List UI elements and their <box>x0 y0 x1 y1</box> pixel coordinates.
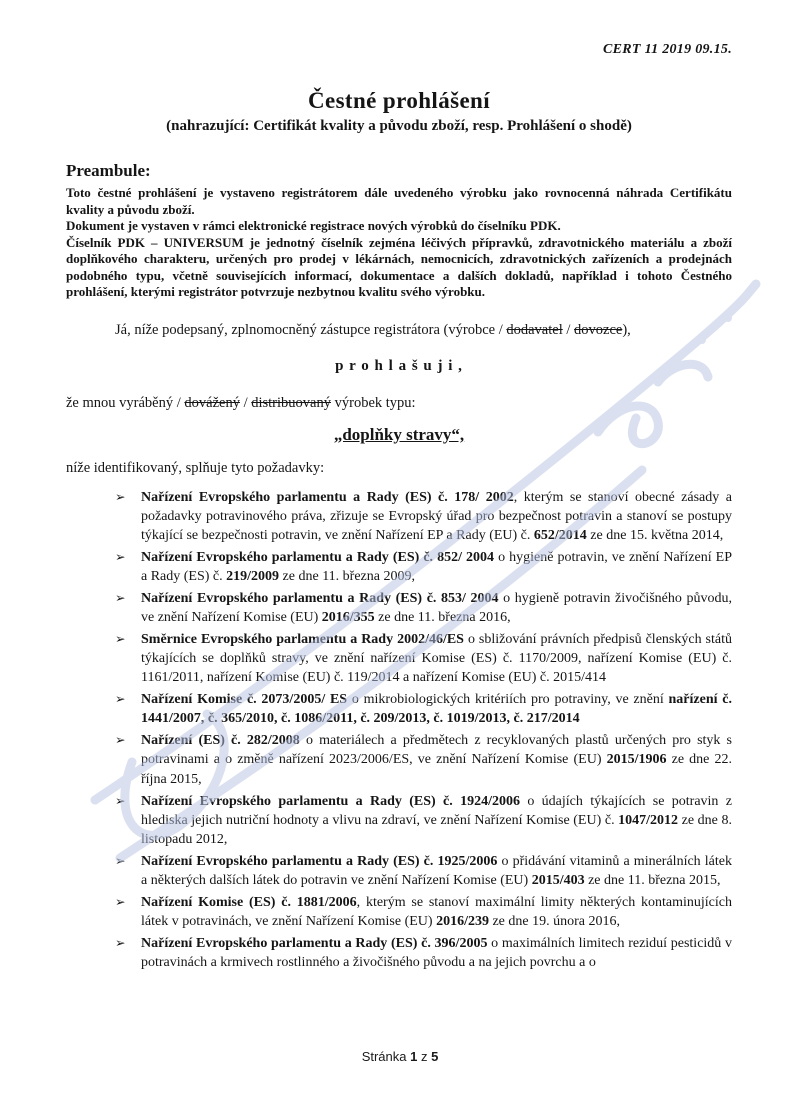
preamble-heading: Preambule: <box>66 161 151 180</box>
text-segment: že mnou vyráběný / <box>66 395 185 412</box>
text-segment: o mikrobiologických kritériích pro potraviny, ve znění <box>347 692 669 708</box>
product-type: „doplňky stravy“, <box>333 425 465 445</box>
bold-text: Nařízení Evropského parlamentu a Rady (ES) č. 1925/2006 <box>141 853 498 869</box>
requirement-text <box>141 936 732 970</box>
struck-text: dovážený <box>184 395 240 412</box>
text-segment: ze dne 11. března 2009, <box>279 569 415 585</box>
text-segment: o sbližování právních předpisů členských států týkajících se doplňků stravy, ve znění nařízení Komise (ES) č. 1170/2009, nařízení Komise (EU) č. 1161/2011, nařízení Komise (EU) č. 119/2014 a nařízení Komise (EU) č. 2015/414 <box>141 632 732 686</box>
text-segment: / <box>239 395 252 412</box>
bold-text: Nařízení Evropského parlamentu a Rady (ES) č. 178/ 2002 <box>141 490 514 506</box>
bold-text: 2016/239 <box>436 913 489 929</box>
bullet-arrow-icon: ➢ <box>115 632 126 647</box>
document-title: Čestné prohlášení <box>307 88 491 113</box>
requirement-item <box>115 630 732 687</box>
text-segment: výrobek typu: <box>330 395 416 412</box>
document-subtitle: (nahrazující: Certifikát kvality a původu zboží, resp. Prohlášení o shodě) <box>166 118 632 134</box>
requirements-list <box>115 488 732 972</box>
text-segment: ze dne 22. října 2015, <box>141 752 732 787</box>
text-segment: z <box>417 1049 432 1064</box>
struck-text: dovozce <box>574 321 623 338</box>
text-segment: o hygieně potravin živočišného původu, ve znění Nařízení Komise (EU) <box>141 591 732 626</box>
requirement-text <box>141 591 732 625</box>
requirement-item <box>115 488 732 545</box>
text-segment: ze dne 19. února 2016, <box>488 913 620 929</box>
requirement-text <box>141 854 732 888</box>
bold-text: 1047/2012 <box>618 812 679 828</box>
requirement-text <box>141 733 732 786</box>
bullet-arrow-icon: ➢ <box>115 550 126 565</box>
bullet-arrow-icon: ➢ <box>115 853 126 868</box>
struck-text: dodavatel <box>506 321 563 338</box>
text-segment: Já, níže podepsaný, zplnomocněný zástupce registrátora (výrobce / <box>115 321 507 338</box>
bold-text: Nařízení Evropského parlamentu a Rady (ES) č. 1924/2006 <box>141 793 520 809</box>
requirement-text <box>141 895 732 929</box>
requirement-item <box>115 589 732 627</box>
bullet-arrow-icon: ➢ <box>115 793 126 808</box>
preamble-section <box>66 161 732 301</box>
requirement-item <box>115 893 732 931</box>
page-number <box>362 1049 439 1064</box>
bold-text: Nařízení Evropského parlamentu a Rady (ES) č. 852/ 2004 <box>141 550 495 566</box>
bold-text: 2015/403 <box>531 872 585 888</box>
bold-text: 5 <box>431 1049 439 1064</box>
text-segment: o hygieně potravin, ve znění Nařízení EP a Rady (ES) č. <box>141 550 732 585</box>
requirement-item <box>115 934 732 972</box>
requirement-text <box>141 550 732 584</box>
bold-text: 1 <box>410 1049 418 1064</box>
requirement-text <box>141 490 732 543</box>
requirement-item <box>115 792 732 849</box>
bold-text: 2015/1906 <box>606 752 667 768</box>
requirement-text <box>141 632 732 685</box>
text-segment: ze dne 15. května 2014, <box>586 528 724 544</box>
text-segment: , kterým se stanoví maximální limity některých kontaminujících látek v potravinách, ve znění Nařízení Komise (EU) <box>141 894 732 929</box>
text-segment: ze dne 11. března 2015, <box>584 872 721 888</box>
bold-text: Nařízení Komise č. 2073/2005/ ES <box>141 692 348 708</box>
requirement-item <box>115 852 732 890</box>
requirement-text <box>141 794 732 847</box>
text-segment: ze dne 8. listopadu 2012, <box>141 812 732 847</box>
text-segment: o přidávání vitaminů a minerálních látek a některých dalších látek do potravin ve znění Nařízení Komise (EU) <box>141 853 732 888</box>
declaration-intro <box>66 321 732 341</box>
text-segment: o materiálech a předmětech z recyklovaných plastů určených pro styk s potravinami a o změně nařízení 2023/2006/ES, ve znění Nařízení Komise (EU) <box>141 733 732 768</box>
bold-text: 219/2009 <box>226 569 280 585</box>
product-type-line <box>66 395 732 412</box>
bold-text: nařízení č. 1441/2007, č. 365/2010, č. 1086/2011, č. 209/2013, č. 1019/2013, č. 217/2014 <box>141 692 732 727</box>
bold-text: 652/2014 <box>533 528 587 544</box>
text-segment: ze dne 11. března 2016, <box>374 610 511 626</box>
requirement-item <box>115 731 732 788</box>
page-footer <box>0 1049 800 1064</box>
bullet-arrow-icon: ➢ <box>115 591 126 606</box>
bullet-arrow-icon: ➢ <box>115 935 126 950</box>
bullet-arrow-icon: ➢ <box>115 733 126 748</box>
requirements-lead: níže identifikovaný, splňuje tyto požadavky: <box>66 460 325 477</box>
doc-code: CERT 11 2019 09.15. <box>603 42 732 57</box>
text-segment: Stránka <box>361 1049 411 1064</box>
struck-text: distribuovaný <box>251 395 331 412</box>
preamble-paragraph: Toto čestné prohlášení je vystaveno registrátorem dále uvedeného výrobku jako rovnocenná náhrada Certifikátu kvality a původu zboží. <box>66 185 732 217</box>
text-segment: o maximálních limitech reziduí pesticidů v potravinách a krmivech rostlinného a živočišného původu a na jejich povrchu a o <box>141 935 732 970</box>
text-segment: o údajích týkajících se potravin z hlediska jejich nutriční hodnoty a vlivu na zdraví, ve znění Nařízení Komise (EU) č. <box>141 793 732 828</box>
requirement-text <box>141 692 732 726</box>
requirement-item <box>115 690 732 728</box>
bullet-arrow-icon: ➢ <box>115 692 126 707</box>
preamble-paragraph: Číselník PDK – UNIVERSUM je jednotný číselník zejména léčivých přípravků, zdravotnického materiálu a zboží doplňkového charakteru, určených pro prodej v lékárnách, nemocnicích, zdravotnických zařízeních a prodejnách podobného typu, včetně souvisejících informací, dokumentace a dalších dokladů, například i tohoto Čestného prohlášení, kterými registrátor potvrzuje nezbytnou kvalitu svého výrobku. <box>66 234 732 299</box>
bullet-arrow-icon: ➢ <box>115 490 126 505</box>
text-segment: ), <box>622 321 631 338</box>
bold-text: Nařízení (ES) č. 282/2008 <box>141 733 300 749</box>
preamble-paragraph: Dokument je vystaven v rámci elektronické registrace nových výrobků do číselníku PDK. <box>66 218 561 233</box>
bold-text: Nařízení Evropského parlamentu a Rady (ES) č. 853/ 2004 <box>141 591 499 607</box>
preamble-body <box>66 185 732 301</box>
bold-text: Směrnice Evropského parlamentu a Rady 2002/46/ES <box>141 632 464 648</box>
bold-text: 2016/355 <box>321 610 375 626</box>
text-segment: / <box>562 321 575 338</box>
bold-text: Nařízení Evropského parlamentu a Rady (ES) č. 396/2005 <box>141 935 488 951</box>
document-header <box>66 42 732 58</box>
text-segment: , kterým se stanoví obecné zásady a požadavky potravinového práva, zřizuje se Evropský úřad pro bezpečnost potravin a stanoví se postupy týkající se bezpečnosti potravin, ve znění Nařízení EP a Rady (EU) č. <box>141 490 732 544</box>
requirement-item <box>115 548 732 586</box>
bold-text: Nařízení Komise (ES) č. 1881/2006 <box>141 894 357 910</box>
declaration-word: p r o h l a š u j i , <box>335 358 463 375</box>
bullet-arrow-icon: ➢ <box>115 894 126 909</box>
